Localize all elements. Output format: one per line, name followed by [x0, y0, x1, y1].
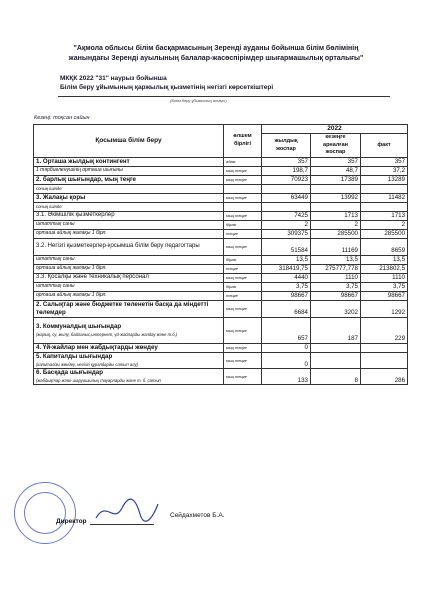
row-unit: бірлік: [224, 221, 262, 230]
row-period-plan: 187: [311, 318, 361, 344]
row-unit: мың теңге: [224, 176, 262, 185]
row-unit: мың теңге: [224, 344, 262, 353]
table-row: [34, 221, 408, 230]
row-period-plan: 11169: [311, 239, 361, 256]
row-period-plan: 3202: [311, 301, 361, 318]
row-period-plan: 8: [311, 369, 361, 385]
table-row: [34, 318, 408, 344]
row-period-plan: [311, 353, 361, 369]
row-period-plan: 357: [311, 158, 361, 167]
row-unit: [224, 203, 262, 212]
table-row: [34, 203, 408, 212]
header-indicator: Қосымша білім беру: [34, 125, 224, 158]
handwritten-signature: [92, 496, 162, 526]
row-annual-plan: 7425: [262, 212, 311, 221]
row-label-main: 3. Коммуналдық шығындар: [36, 322, 122, 330]
table-row: [34, 256, 408, 265]
reporting-period: Кезеңі: тоқсан сайын: [34, 115, 90, 121]
row-label: штаттық саны: [34, 256, 224, 265]
header-fact: факт: [361, 134, 408, 158]
financial-indicators-table: [33, 124, 408, 385]
row-label: 3.1. Әкімшілік қызметкерлер: [34, 212, 224, 221]
signature-line: [90, 524, 154, 525]
table-row: [34, 274, 408, 283]
row-period-plan: 98667: [311, 292, 361, 301]
row-label: орташа айлық жалақы 1 бірл.: [34, 265, 224, 274]
row-fact: 1292: [361, 301, 408, 318]
table-row: [34, 212, 408, 221]
header-annual-plan: жылдық жоспар: [262, 134, 311, 158]
row-period-plan: [311, 185, 361, 194]
title-line-2: жанындағы Зеренді ауылының балалар-жасөспірімдер шығармашылық орталығы": [68, 55, 364, 62]
organization-caption: (Білім беру ұйымының атауы): [170, 98, 227, 103]
document-header: [30, 44, 402, 64]
table-row: [34, 353, 408, 369]
row-period-plan: 2: [311, 221, 361, 230]
row-fact: 8659: [361, 239, 408, 256]
row-unit: мың теңге: [224, 167, 262, 176]
title-underline: [58, 96, 390, 97]
row-annual-plan: 309375: [262, 230, 311, 239]
row-label: [34, 369, 224, 385]
row-unit: мың теңге: [224, 353, 262, 369]
row-unit: мың теңге: [224, 318, 262, 344]
table-row: [34, 230, 408, 239]
row-label: штаттық саны: [34, 283, 224, 292]
row-period-plan: 3,75: [311, 283, 361, 292]
row-label-note: (жабдықтар және шаруашылық тауарларды және т. б. сатып: [36, 377, 161, 383]
row-unit: мың теңге: [224, 369, 262, 385]
row-fact: 1110: [361, 274, 408, 283]
row-fact: 2: [361, 221, 408, 230]
row-unit: [224, 185, 262, 194]
row-fact: [361, 353, 408, 369]
header-period-plan: кезеңге арналған жоспар: [311, 134, 361, 158]
row-unit: теңге: [224, 230, 262, 239]
row-fact: 357: [361, 158, 408, 167]
row-fact: 11482: [361, 194, 408, 203]
title-line-1: "Ақмола облысы білім басқармасының Зеренді ауданы бойынша білім бөлімінің: [73, 45, 359, 52]
row-fact: 229: [361, 318, 408, 344]
row-unit: мың теңге: [224, 274, 262, 283]
row-period-plan: 1110: [311, 274, 361, 283]
table-row: [34, 158, 408, 167]
row-unit: мың теңге: [224, 239, 262, 256]
row-label: штаттық саны: [34, 221, 224, 230]
table-row: [34, 344, 408, 353]
row-period-plan: 48,7: [311, 167, 361, 176]
row-unit: мың теңге: [224, 194, 262, 203]
subtitle-line-1: МКҚК 2022 "31" наурыз бойынша: [60, 75, 167, 82]
row-annual-plan: 6684: [262, 301, 311, 318]
document-subheader: [60, 74, 380, 92]
official-stamp: [14, 482, 76, 544]
row-period-plan: 1713: [311, 212, 361, 221]
row-annual-plan: 0: [262, 353, 311, 369]
row-label: 3.2. Негізгі қызметкерлер-қосымша білім беру педагогтары: [34, 239, 224, 256]
row-label-note: (жарық, су, жылу, байланыс,интернет, үй-жайларды жалдау және т.б.): [36, 331, 178, 337]
row-label: 4. Үй-жайлар мен жабдықтарды жөндеу: [34, 344, 224, 353]
row-annual-plan: 98667: [262, 292, 311, 301]
row-fact: 13289: [361, 176, 408, 185]
row-label: [34, 318, 224, 344]
row-fact: 3,75: [361, 283, 408, 292]
header-unit: өлшем бірлігі: [224, 125, 262, 158]
row-period-plan: 13992: [311, 194, 361, 203]
row-annual-plan: 3,75: [262, 283, 311, 292]
row-unit: бірлік: [224, 256, 262, 265]
row-label: 2. Салықтар және бюджетке төленетін басқа да міндетті төлемдер: [34, 301, 224, 318]
row-unit: мың теңге: [224, 212, 262, 221]
row-label: [34, 353, 224, 369]
table-row: [34, 239, 408, 256]
row-label: соның ішінде:: [34, 185, 224, 194]
row-annual-plan: 2: [262, 221, 311, 230]
row-label-note: (капиталды жөндеу, негізгі құралдарды сатып алу): [36, 361, 138, 367]
row-annual-plan: 70923: [262, 176, 311, 185]
row-fact: [361, 344, 408, 353]
row-fact: 98667: [361, 292, 408, 301]
row-label: 3.3. Қосалқы және техникалық персонал: [34, 274, 224, 283]
row-fact: 285500: [361, 230, 408, 239]
row-annual-plan: 657: [262, 318, 311, 344]
row-period-plan: 275777,778: [311, 265, 361, 274]
row-unit: адам: [224, 158, 262, 167]
row-period-plan: 17389: [311, 176, 361, 185]
row-annual-plan: 63449: [262, 194, 311, 203]
table-body: [34, 158, 408, 385]
row-period-plan: 285500: [311, 230, 361, 239]
row-fact: 1713: [361, 212, 408, 221]
row-fact: [361, 185, 408, 194]
row-unit: бірлік: [224, 283, 262, 292]
row-label: орташа айлық жалақы 1 бірл.: [34, 292, 224, 301]
row-annual-plan: 4440: [262, 274, 311, 283]
row-label: 3. Жалақы қоры: [34, 194, 224, 203]
row-annual-plan: [262, 203, 311, 212]
row-annual-plan: 318419,75: [262, 265, 311, 274]
row-label-main: 6. Басқада шығындар: [36, 369, 104, 377]
row-fact: 213802,5: [361, 265, 408, 274]
table-row: [34, 283, 408, 292]
table-row: [34, 265, 408, 274]
signatory-name: Сейдахметов Б.А.: [170, 512, 225, 519]
row-period-plan: [311, 203, 361, 212]
row-annual-plan: 198,7: [262, 167, 311, 176]
header-year: 2022: [262, 125, 408, 134]
row-label: 1. Орташа жылдық контингент: [34, 158, 224, 167]
row-annual-plan: 51584: [262, 239, 311, 256]
row-label: 2. барлық шығындар, мың теңге: [34, 176, 224, 185]
row-period-plan: 13,5: [311, 256, 361, 265]
row-annual-plan: 133: [262, 369, 311, 385]
row-fact: 286: [361, 369, 408, 385]
row-fact: [361, 203, 408, 212]
table-row: [34, 194, 408, 203]
table-row: [34, 176, 408, 185]
row-unit: теңге: [224, 292, 262, 301]
row-label: орташа айлық жалақы 1 бірл.: [34, 230, 224, 239]
signatory-title: Директор: [56, 518, 87, 525]
row-fact: 37,2: [361, 167, 408, 176]
row-unit: мың теңге: [224, 301, 262, 318]
table-row: [34, 369, 408, 385]
row-label: соның ішінде:: [34, 203, 224, 212]
row-label: 1 тәрбиеленушінің орташа шығыны: [34, 167, 224, 176]
table-row: [34, 301, 408, 318]
row-period-plan: [311, 344, 361, 353]
row-label-main: 5. Капиталды шығындар: [36, 353, 113, 360]
table-row: [34, 167, 408, 176]
row-unit: теңге: [224, 265, 262, 274]
subtitle-line-2: Білім беру ұйымының қаржылық қызметінің негізгі көрсеткіштері: [60, 84, 274, 91]
row-annual-plan: 13,5: [262, 256, 311, 265]
row-annual-plan: 0: [262, 344, 311, 353]
row-annual-plan: 357: [262, 158, 311, 167]
table-row: [34, 292, 408, 301]
table-row: [34, 185, 408, 194]
row-fact: 13,5: [361, 256, 408, 265]
row-annual-plan: [262, 185, 311, 194]
